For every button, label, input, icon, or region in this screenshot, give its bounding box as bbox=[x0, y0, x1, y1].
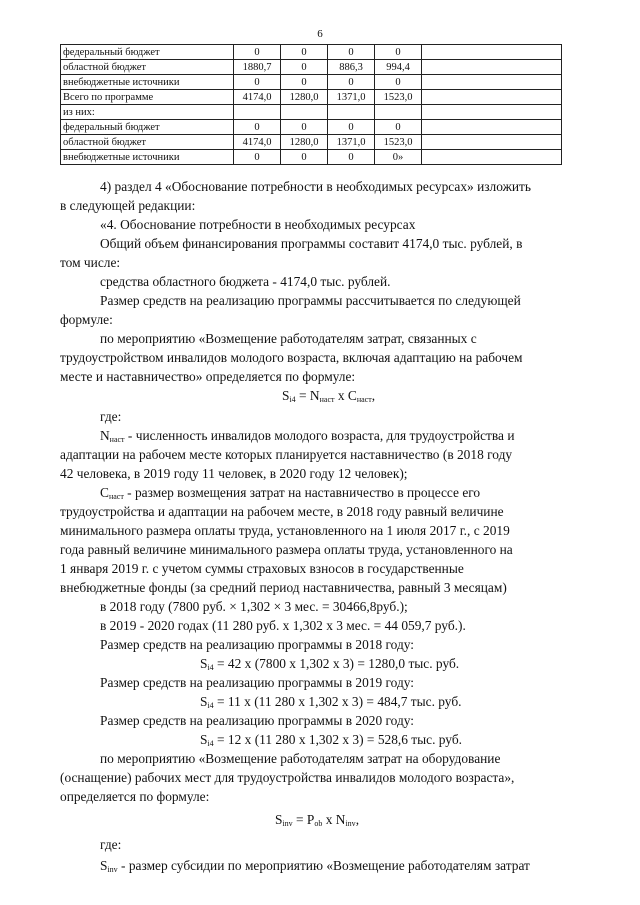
table-cell: 1371,0 bbox=[328, 90, 375, 105]
table-cell bbox=[281, 105, 328, 120]
table-cell: 0 bbox=[281, 150, 328, 165]
table-cell: 0 bbox=[281, 60, 328, 75]
row-label: внебюджетные источники bbox=[61, 150, 234, 165]
paragraph-line: адаптации на рабочем месте которых планируется наставничество (в 2018 году bbox=[60, 447, 513, 462]
table-cell-empty bbox=[422, 90, 562, 105]
paragraph-line: 4) раздел 4 «Обоснование потребности в необходимых ресурсах» изложить bbox=[100, 179, 531, 194]
table-cell: 0» bbox=[375, 150, 422, 165]
table-cell: 0 bbox=[281, 45, 328, 60]
table-cell: 4174,0 bbox=[234, 135, 281, 150]
table-cell: 994,4 bbox=[375, 60, 422, 75]
table-cell-empty bbox=[422, 45, 562, 60]
paragraph-line: Размер средств на реализацию программы рассчитывается по следующей bbox=[100, 293, 521, 308]
paragraph-line: средства областного бюджета - 4174,0 тыс. рублей. bbox=[100, 274, 391, 289]
table-cell: 0 bbox=[375, 75, 422, 90]
row-label: внебюджетные источники bbox=[61, 75, 234, 90]
paragraph-line: трудоустройства и адаптации на рабочем месте, в 2018 году равный величине bbox=[60, 504, 504, 519]
row-label: Всего по программе bbox=[61, 90, 234, 105]
row-label: федеральный бюджет bbox=[61, 120, 234, 135]
formula-sinv: $S_{inv} = P_{ob}$ x $N_{inv}$, bbox=[275, 812, 360, 828]
paragraph-line: Размер средств на реализацию программы в 2019 году: bbox=[100, 675, 415, 690]
paragraph-line: определяется по формуле: bbox=[60, 789, 210, 804]
table-row bbox=[61, 135, 562, 150]
table-cell bbox=[375, 105, 422, 120]
table-cell: 0 bbox=[328, 120, 375, 135]
paragraph-line: трудоустройством инвалидов молодого возраста, включая адаптацию на рабочем bbox=[60, 350, 523, 365]
table-cell: 0 bbox=[234, 120, 281, 135]
paragraph-line: по мероприятию «Возмещение работодателям затрат, связанных с bbox=[100, 331, 477, 346]
row-label: из них: bbox=[61, 105, 234, 120]
definition-c-nast: $C_{наст}$ - размер возмещения затрат на наставничество в процессе его bbox=[100, 485, 481, 501]
table-row bbox=[61, 45, 562, 60]
paragraph-line: в следующей редакции: bbox=[60, 198, 196, 213]
table-cell: 0 bbox=[234, 75, 281, 90]
table-cell-empty bbox=[422, 60, 562, 75]
table-cell-empty bbox=[422, 120, 562, 135]
formula-2020: $S_{i4} = 12$ x (11 280 x 1,302 x 3) = 528,6 тыс. руб. bbox=[200, 732, 462, 748]
paragraph-line: где: bbox=[100, 409, 122, 424]
paragraph-line: Общий объем финансирования программы составит 4174,0 тыс. рублей, в bbox=[100, 236, 523, 251]
row-label: федеральный бюджет bbox=[61, 45, 234, 60]
table-cell: 1371,0 bbox=[328, 135, 375, 150]
formula-si4: $S_{i4} = N_{наст}$ x $C_{наст}$, bbox=[282, 388, 376, 404]
paragraph-line: Размер средств на реализацию программы в 2020 году: bbox=[100, 713, 415, 728]
paragraph-line: по мероприятию «Возмещение работодателям затрат на оборудование bbox=[100, 751, 501, 766]
row-label: областной бюджет bbox=[61, 135, 234, 150]
table-cell: 0 bbox=[281, 75, 328, 90]
paragraph-line: (оснащение) рабочих мест для трудоустройства инвалидов молодого возраста», bbox=[60, 770, 515, 785]
paragraph-line: года равный величине минимального размера оплаты труда, установленного на bbox=[60, 542, 513, 557]
table-cell bbox=[234, 105, 281, 120]
table-row bbox=[61, 90, 562, 105]
row-label: областной бюджет bbox=[61, 60, 234, 75]
table-cell: 0 bbox=[375, 120, 422, 135]
table-cell-empty bbox=[422, 150, 562, 165]
paragraph-line: в 2018 году (7800 руб. × 1,302 × 3 мес. = 30466,8руб.); bbox=[100, 599, 408, 614]
paragraph-line: внебюджетные фонды (за средний период наставничества, равный 3 месяцам) bbox=[60, 580, 507, 595]
table-cell: 0 bbox=[328, 45, 375, 60]
paragraph-line: в 2019 - 2020 годах (11 280 руб. x 1,302 x 3 мес. = 44 059,7 руб.). bbox=[100, 618, 466, 633]
table-cell: 886,3 bbox=[328, 60, 375, 75]
table-cell: 0 bbox=[234, 150, 281, 165]
table-cell: 1523,0 bbox=[375, 135, 422, 150]
paragraph-line: 42 человека, в 2019 году 11 человек, в 2020 году 12 человек); bbox=[60, 466, 408, 481]
paragraph-line: где: bbox=[100, 837, 122, 852]
paragraph-line: Размер средств на реализацию программы в 2018 году: bbox=[100, 637, 415, 652]
table-row bbox=[61, 150, 562, 165]
financing-table bbox=[60, 44, 562, 165]
table-cell: 0 bbox=[281, 120, 328, 135]
paragraph-line: месте и наставничество» определяется по формуле: bbox=[60, 369, 356, 384]
table-cell: 0 bbox=[328, 150, 375, 165]
formula-2018: $S_{i4} = 42$ x (7800 x 1,302 x 3) = 1280,0 тыс. руб. bbox=[200, 656, 460, 672]
table-cell: 0 bbox=[375, 45, 422, 60]
paragraph-line: минимального размера оплаты труда, установленного на 1 июля 2017 г., с 2019 bbox=[60, 523, 510, 538]
table-cell-empty bbox=[422, 75, 562, 90]
table-cell: 0 bbox=[234, 45, 281, 60]
table-row bbox=[61, 75, 562, 90]
table-cell-empty bbox=[422, 135, 562, 150]
definition-n-nast: $N_{наст}$ - численность инвалидов молодого возраста, для трудоустройства и bbox=[100, 428, 515, 444]
table-cell: 1280,0 bbox=[281, 135, 328, 150]
paragraph-line: формуле: bbox=[60, 312, 113, 327]
table-cell-empty bbox=[422, 105, 562, 120]
table-cell: 1880,7 bbox=[234, 60, 281, 75]
table-row bbox=[61, 105, 562, 120]
table-cell: 1280,0 bbox=[281, 90, 328, 105]
formula-2019: $S_{i4} = 11$ x (11 280 x 1,302 x 3) = 484,7 тыс. руб. bbox=[200, 694, 462, 710]
paragraph-line: 1 января 2019 г. с учетом суммы страховых взносов в государственные bbox=[60, 561, 464, 576]
table-cell: 4174,0 bbox=[234, 90, 281, 105]
table-cell: 1523,0 bbox=[375, 90, 422, 105]
table-row bbox=[61, 120, 562, 135]
paragraph-line: том числе: bbox=[60, 255, 121, 270]
table-cell: 0 bbox=[328, 75, 375, 90]
table-row bbox=[61, 60, 562, 75]
page-number: 6 bbox=[317, 28, 323, 40]
table-cell bbox=[328, 105, 375, 120]
section-heading: «4. Обоснование потребности в необходимых ресурсах bbox=[100, 217, 416, 232]
definition-s-inv: $S_{inv}$ - размер субсидии по мероприятию «Возмещение работодателям затрат bbox=[100, 858, 530, 874]
